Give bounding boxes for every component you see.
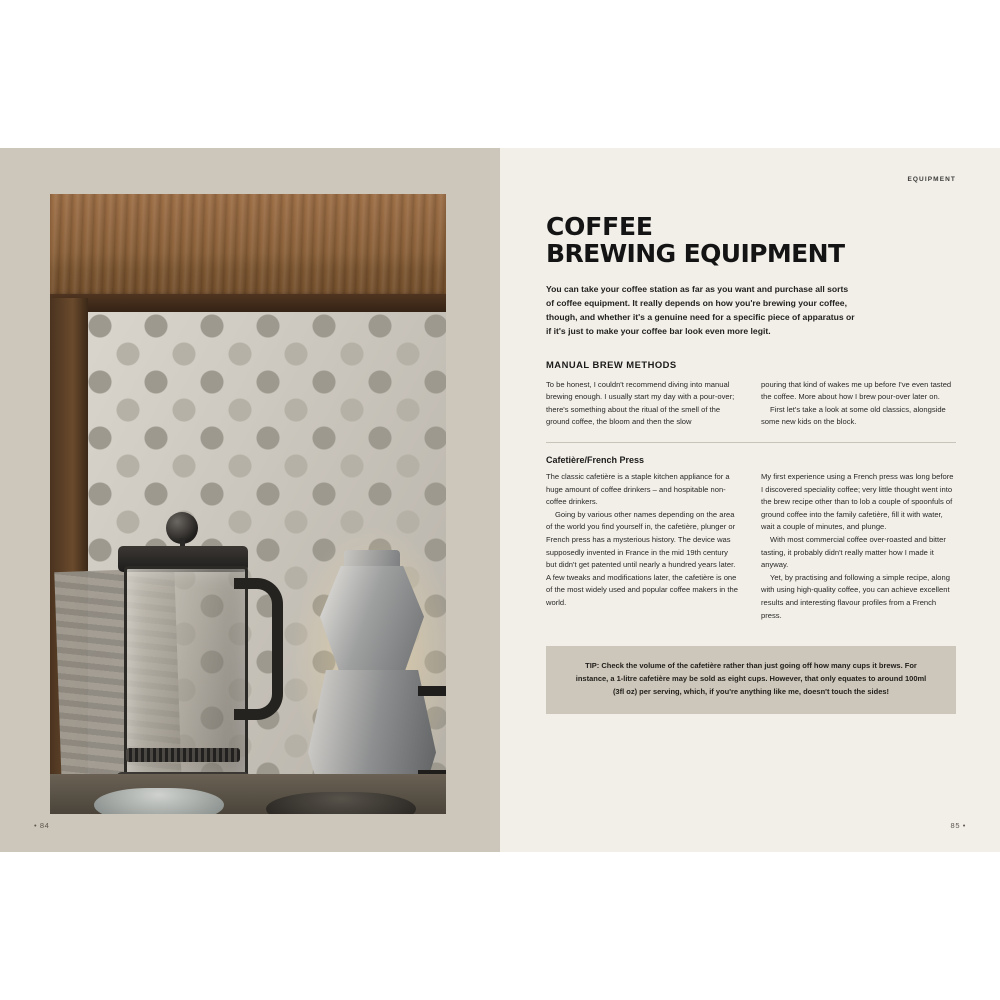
moka-pot-top-chamber xyxy=(320,566,424,676)
photo-dark-bowl xyxy=(266,792,416,814)
intro-column-right xyxy=(761,379,954,429)
body-column-left xyxy=(546,471,739,622)
body-right-paragraph-3: Yet, by practising and following a simple recipe, along with using high-quality coffee, you can achieve excellent results and interesting flavour profiles from a French press. xyxy=(761,572,950,620)
standfirst-paragraph: You can take your coffee station as far as you want and purchase all sorts of coffee equipment. It really depends on how you're brewing your coffee, though, and whether it's a genuine need for a specific piece of apparatus or if it's just to make your coffee bar look even more legit. xyxy=(546,284,855,336)
moka-pot-handle xyxy=(418,686,446,780)
book-spread xyxy=(0,148,1000,852)
body-left-paragraph-1: The classic cafetière is a staple kitchen appliance for a huge amount of coffee drinkers – and hospitable non-coffee drinkers. xyxy=(546,472,730,507)
intro-columns xyxy=(546,379,956,429)
right-page xyxy=(500,148,1000,852)
cafetiere-handle xyxy=(234,578,283,720)
photo-light-bowl xyxy=(94,788,224,814)
page-title-line-2: BREWING EQUIPMENT xyxy=(546,239,845,268)
folio-right: 85 • xyxy=(950,821,966,830)
folio-left: • 84 xyxy=(34,821,50,830)
body-left-paragraph-2: Going by various other names depending on the area of the world you find yourself in, the cafetière, plunger or French press has a mysterious history. The device was supposedly invented in France in the mid 19th century but didn't get patented until nearly a hundred years later. A few tweaks and modifications later, the cafetière is one of the most widely used and popular coffee makers in the world. xyxy=(546,509,738,607)
intro-column-left xyxy=(546,379,739,429)
intro-right-paragraph-2: First let's take a look at some old classics, alongside some new kids on the block. xyxy=(761,404,946,427)
intro-left-paragraph: To be honest, I couldn't recommend diving into manual brewing enough. I usually start my day with a pour-over; there's something about the ritual of the smell of the ground coffee, the bloom and then the slow xyxy=(546,379,735,427)
photograph-french-press xyxy=(50,194,446,814)
left-page xyxy=(0,148,500,852)
body-column-right xyxy=(761,471,954,622)
tip-box xyxy=(546,646,956,714)
tip-text: TIP: Check the volume of the cafetière rather than just going off how many cups it brews. For instance, a 1-litre cafetière may be sold as eight cups. However, that only equates to around 100ml (3fl oz) per serving, which, if you're anything like me, doesn't touch the sides! xyxy=(575,661,927,696)
section-heading: MANUAL BREW METHODS xyxy=(546,358,677,370)
subsection-heading: Cafetière/French Press xyxy=(546,455,645,466)
running-head: EQUIPMENT xyxy=(907,176,956,183)
body-right-paragraph-2: With most commercial coffee over-roasted and bitter tasting, it probably didn't really matter how I made it anyway. xyxy=(761,535,946,570)
intro-right-paragraph-1: pouring that kind of wakes me up before I've even tasted the coffee. More about how I brew pour-over later on. xyxy=(761,379,952,402)
page-title xyxy=(546,213,956,267)
section-divider xyxy=(546,442,956,443)
photo-cafetiere xyxy=(112,490,272,814)
body-columns xyxy=(546,471,956,622)
page-title-line-1: COFFEE xyxy=(546,212,653,241)
cafetiere-filter-screen xyxy=(126,748,240,762)
body-right-paragraph-1: My first experience using a French press was long before I discovered speciality coffee; very little thought went into the brew recipe other than to lob a couple of spoonfuls of ground coffee into the family cafetière, fill it with water, wait a couple of minutes, and plunge. xyxy=(761,472,954,532)
